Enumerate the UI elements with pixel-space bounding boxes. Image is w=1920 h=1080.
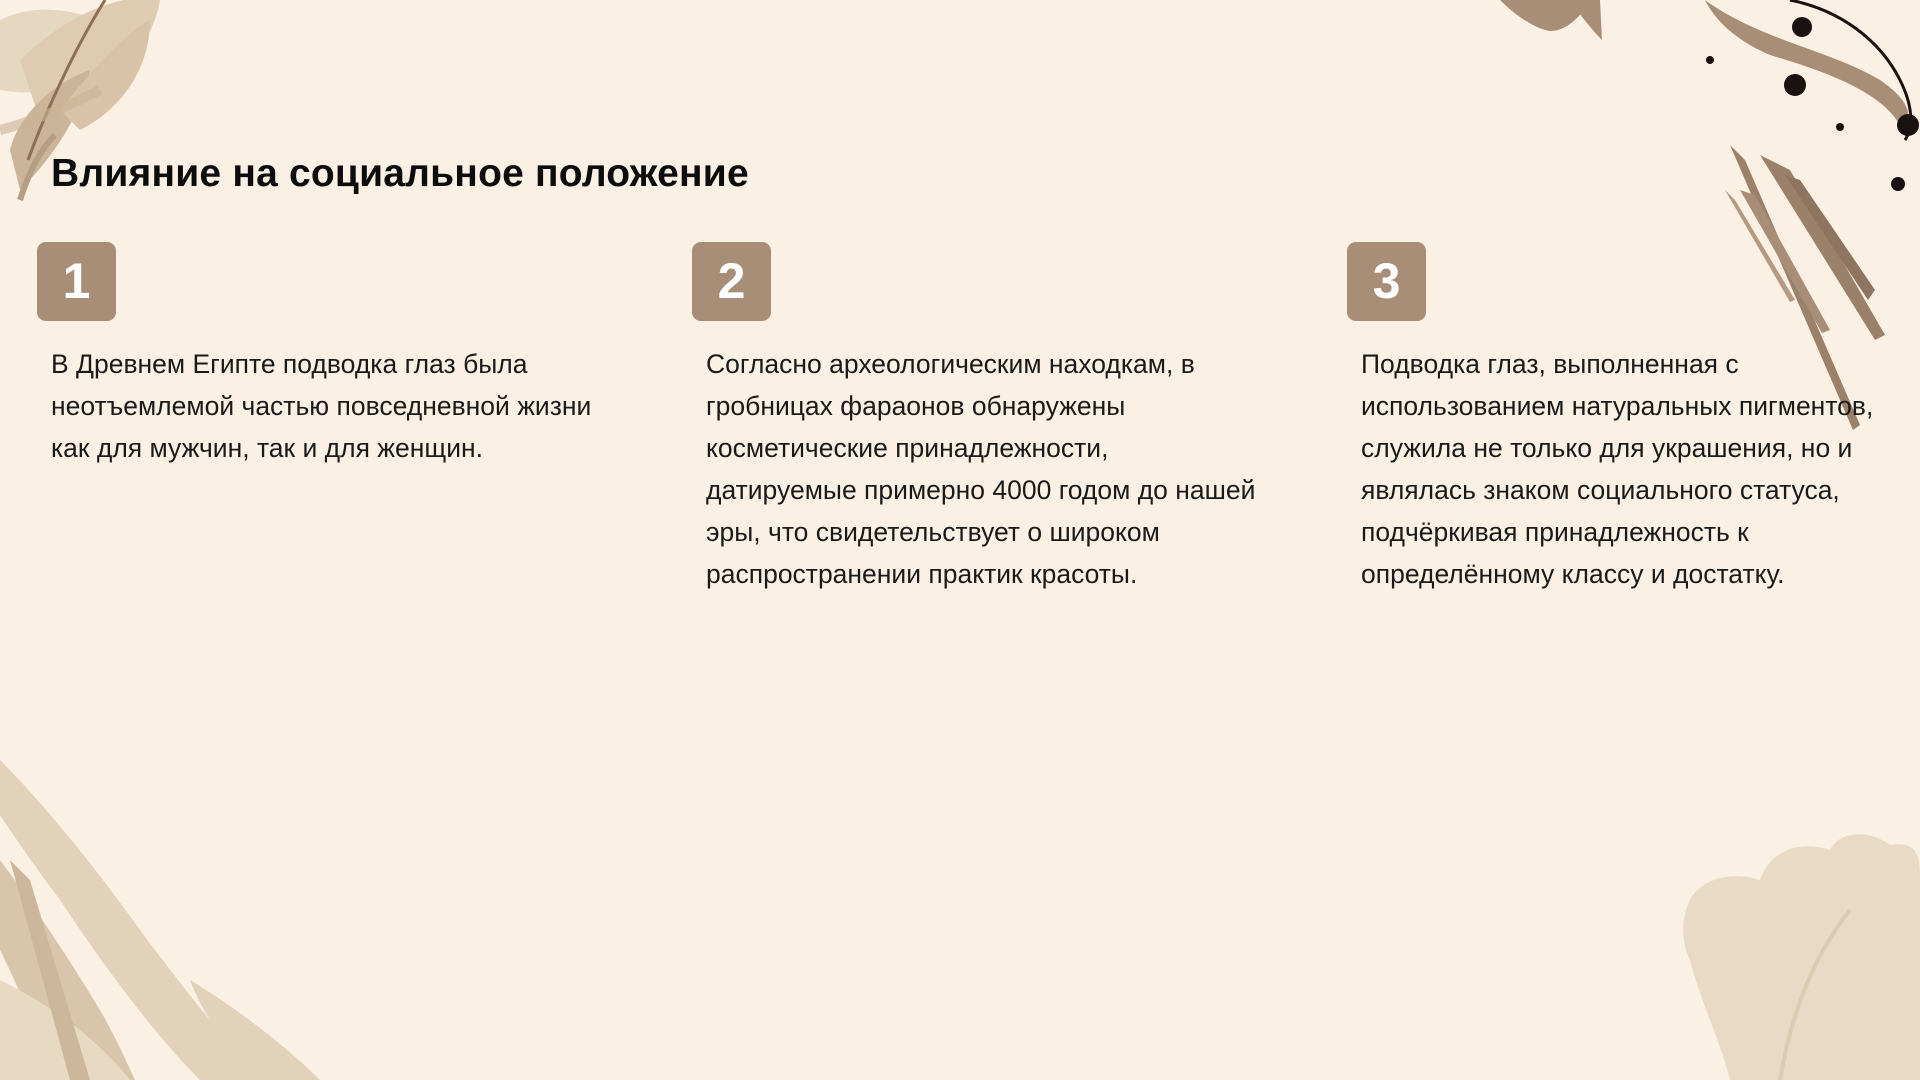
card-number-badge: 3 xyxy=(1347,242,1426,321)
card-3 xyxy=(1361,242,1920,595)
page-title: Влияние на социальное положение xyxy=(51,152,749,195)
card-text: В Древнем Египте подводка глаз была неотъемлемой частью повседневной жизни как для мужчин, так и для женщин. xyxy=(51,349,592,463)
leaf-bottom-right-icon xyxy=(1683,834,1920,1080)
card-number-badge: 2 xyxy=(692,242,771,321)
card-1 xyxy=(51,242,611,469)
card-text: Согласно археологическим находкам, в гробницах фараонов обнаружены косметические принадлежности, датируемые примерно 4000 годом до нашей эры, что свидетельствует о широком распространении практик красоты. xyxy=(706,349,1256,589)
card-text: Подводка глаз, выполненная с использованием натуральных пигментов, служила не только для украшения, но и являлась знаком социального статуса, подчёркивая принадлежность к определённому классу и достатку. xyxy=(1361,349,1874,589)
brush-strokes-bottom-left-icon xyxy=(0,760,320,1080)
card-2 xyxy=(706,242,1266,595)
card-number-badge: 1 xyxy=(37,242,116,321)
